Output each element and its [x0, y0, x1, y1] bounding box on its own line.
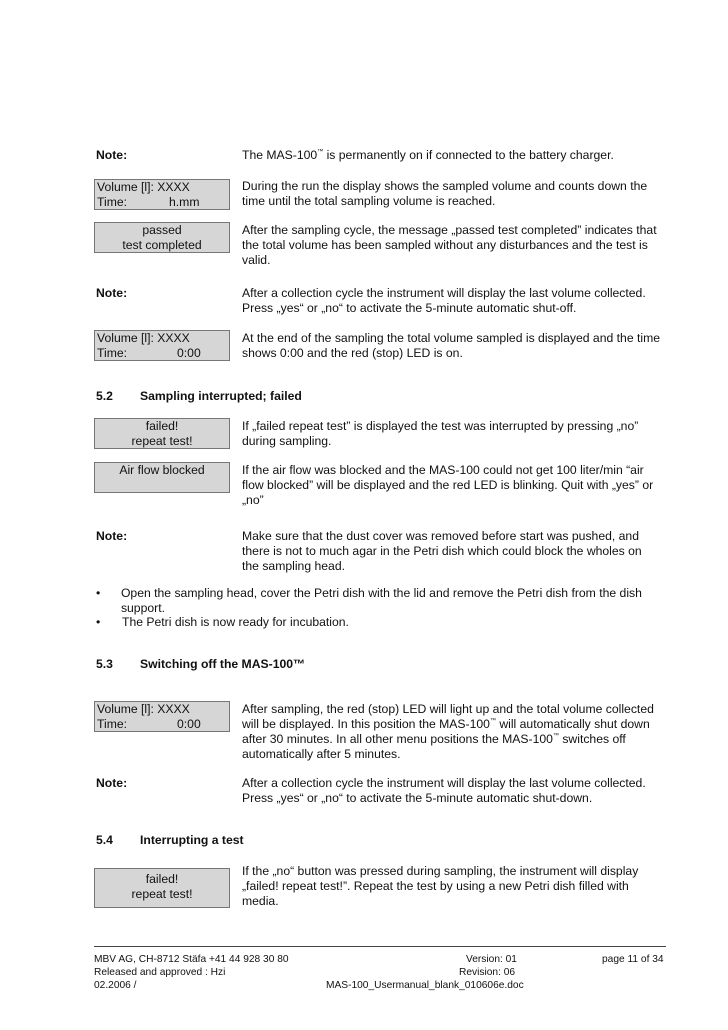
display-line: passed — [142, 223, 182, 237]
end-text: At the end of the sampling the total volume sampled is displayed and the time shows 0:00 and the red (stop) LED is on. — [242, 331, 661, 360]
display-line: failed! — [145, 419, 179, 433]
note-label: Note: — [96, 776, 128, 790]
switch-text: After sampling, the red (stop) LED will light up and the total volume collected will be displayed. In this position the MAS-100™ will automatically shut down after 30 minutes. In all other menu positions the MAS-100™ switches off automatically after 5 minutes. — [242, 702, 654, 761]
footer-company: MBV AG, CH-8712 Stäfa +41 44 928 30 80 — [94, 954, 289, 965]
list-item: • The Petri dish is now ready for incubation. — [96, 615, 349, 629]
footer-version: Version: 01 — [466, 954, 517, 965]
display-box-failed — [94, 418, 230, 449]
display-label: Time: — [97, 346, 128, 360]
section-heading-5-2: 5.2 Sampling interrupted; failed — [96, 389, 302, 403]
note-text: Make sure that the dust cover was removed before start was pushed, and there is not to much agar in the Petri dish which could block the wholes on the sampling head. — [242, 529, 642, 573]
display-label: Time: — [97, 195, 128, 209]
display-line: Volume [l]: XXXX — [97, 331, 190, 345]
footer-filename: MAS-100_Usermanual_blank_010606e.doc — [326, 980, 524, 991]
display-line: failed! — [145, 872, 179, 886]
display-box-volume-time — [94, 701, 230, 732]
display-box-airflow — [94, 462, 230, 493]
footer-released: Released and approved : Hzi — [94, 967, 226, 978]
note-text: After a collection cycle the instrument will display the last volume collected. Press „yes“ or „no“ to activate the 5-minute automatic shut-off. — [242, 286, 646, 315]
display-box-volume-time — [94, 179, 230, 210]
note-label: Note: — [96, 286, 128, 300]
display-label: Time: — [97, 717, 128, 731]
display-line: Volume [l]: XXXX — [97, 180, 190, 194]
note-label: Note: — [96, 148, 128, 162]
display-line: Air flow blocked — [119, 463, 205, 477]
interrupt-text: If the „no“ button was pressed during sampling, the instrument will display „failed! repeat test!”. Repeat the test by using a new Petri dish filled with media. — [242, 864, 639, 908]
section-heading-5-4: 5.4 Interrupting a test — [96, 833, 244, 847]
display-value: 0:00 — [177, 346, 201, 360]
display-value: 0:00 — [177, 717, 201, 731]
footer-page: page 11 of 34 — [602, 954, 664, 965]
display-line: Volume [l]: XXXX — [97, 702, 190, 716]
display-line: repeat test! — [131, 887, 193, 901]
display-value: h.mm — [169, 195, 200, 209]
run-text: During the run the display shows the sampled volume and counts down the time until the total sampling volume is reached. — [242, 179, 648, 208]
note-label: Note: — [96, 529, 128, 543]
footer-date: 02.2006 / — [94, 980, 137, 991]
list-item: • Open the sampling head, cover the Petri dish with the lid and remove the Petri dish from the dish support. — [96, 586, 642, 615]
note-text: After a collection cycle the instrument will display the last volume collected. Press „yes“ or „no“ to activate the 5-minute automatic shut-down. — [242, 776, 646, 805]
footer-revision: Revision: 06 — [459, 967, 516, 978]
display-line: test completed — [122, 238, 202, 252]
section-heading-5-3: 5.3 Switching off the MAS-100™ — [96, 657, 306, 671]
note-text: The MAS-100™ is permanently on if connected to the battery charger. — [242, 148, 614, 162]
display-box-failed — [94, 868, 230, 908]
airflow-text: If the air flow was blocked and the MAS-100 could not get 100 liter/min “air flow blocked” will be displayed and the red LED is blinking. Quit with „yes” or „no” — [242, 463, 654, 507]
footer-divider — [94, 946, 666, 947]
passed-text: After the sampling cycle, the message „passed test completed” indicates that the total volume has been sampled without any disturbances and the test is valid. — [242, 223, 657, 267]
display-box-passed — [94, 222, 230, 253]
display-line: repeat test! — [131, 434, 193, 448]
display-box-volume-time — [94, 330, 230, 361]
failed-text: If „failed repeat test” is displayed the test was interrupted by pressing „no” during sampling. — [242, 419, 639, 448]
